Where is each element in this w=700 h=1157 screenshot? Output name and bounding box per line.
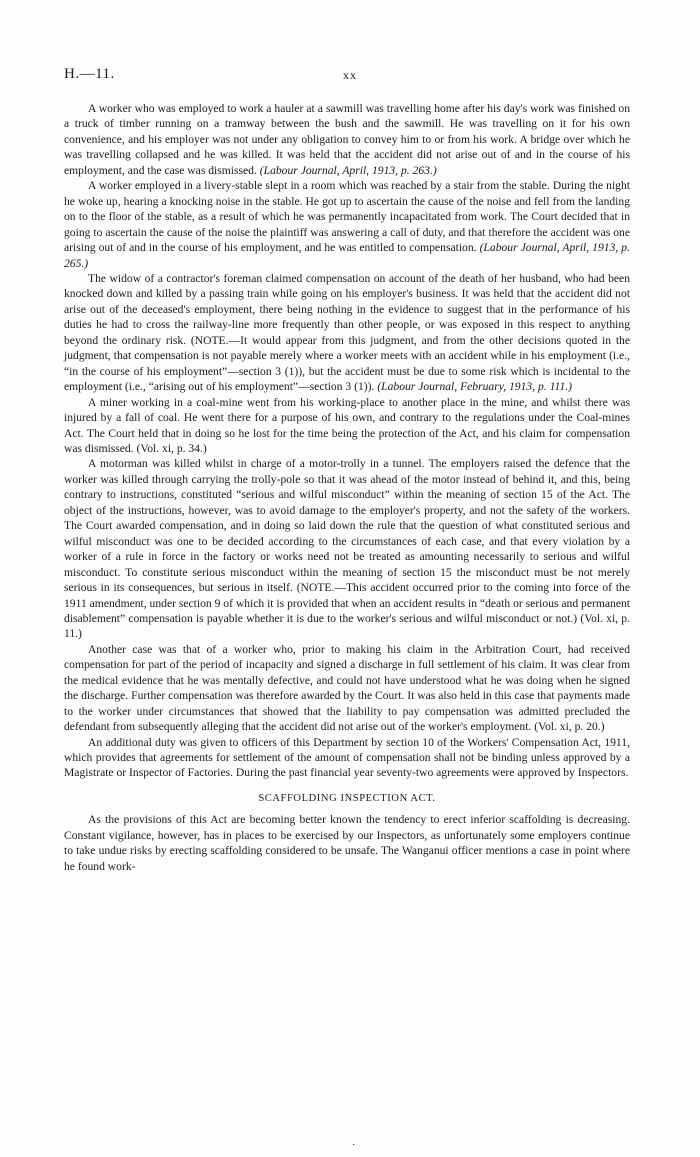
page-reference: H.—11. — [64, 66, 115, 82]
paragraph-coal-miner: A miner working in a coal-mine went from his working-place to another place in the mine, and whilst there was injured by a fall of coal. He went there for a purpose of his own, and contrary to the regulations under the Coal-mines Act. The Court held that in doing so he lost for the time being the protection of the Act, and his claim for compensation was dismissed. (Vol. xi, p. 34.) — [64, 395, 630, 455]
citation: (Labour Journal, April, 1913, p. 265.) — [64, 241, 631, 270]
page-number: xx — [343, 68, 357, 82]
paragraph-livery-stable: A worker employed in a livery-stable slept in a room which was reached by a stair from the stable. During the night he woke up, hearing a knocking noise in the stable. He got up to ascertain the cause of the noise and fell from the landing on to the floor of the stable, as a result of which he was permanently incapacitated from work. The Court decided that in going to ascertain the cause of the noise the plaintiff was answering a call of duty, and that therefore the accident was one arising out of and in the course of his employment, and he was entitled to compensation. (Labour Journal, April, 1913, p. 265.) — [64, 179, 631, 270]
page-mark: · — [352, 1140, 356, 1151]
section-heading: SCAFFOLDING INSPECTION ACT. — [258, 792, 436, 804]
paragraph-scaffolding: As the provisions of this Act are becoming better known the tendency to erect inferior scaffolding is decreasing. Constant vigilance, however, has in places to be exercised by our Inspectors, as unfortunately some employers continue to take undue risks by erecting scaffolding considered to be unsafe. The Wanganui officer mentions a case in point where he found work- — [64, 813, 630, 873]
paragraph-motorman: A motorman was killed whilst in charge of a motor-trolly in a tunnel. The employers raised the defence that the worker was killed through carrying the trolly-pole so that it was ahead of the motor instead of behind it, and this, being contrary to instructions, constituted “serious and wilful misconduct” within the meaning of section 15 of the Act. The object of the instructions, however, was to avoid damage to the employer's property, and not the safety of the workers. The Court awarded compensation, and in doing so laid down the rule that the question of what constituted serious and wilful misconduct was one to be decided according to the circumstances of each case, and that every violation by a worker of a rule in force in the factory or works need not be treated as amounting necessarily to serious and wilful misconduct. To constitute serious misconduct within the meaning of section 15 the misconduct must be not merely serious in its consequences, but serious in itself. (NOTE.—This accident occurred prior to the coming into force of the 1911 amendment, under section 9 of which it is provided that when an accident results in “death or serious and permanent disablement” compensation is payable whether it is due to the worker's serious and wilful misconduct or not.) (Vol. xi, p. 11.) — [64, 457, 630, 641]
citation: (Labour Journal, February, 1913, p. 111.) — [377, 380, 573, 394]
citation: (Vol. xi, p. 34.) — [136, 441, 207, 455]
body-text — [64, 101, 630, 874]
paragraph-discharge-case: Another case was that of a worker who, prior to making his claim in the Arbitration Court, had received compensation for part of the period of incapacity and signed a discharge in full settlement of his claim. It was clear from the medical evidence that he was mentally defective, and could not have understood what he was doing when he signed the discharge. Further compensation was therefore awarded by the Court. It was also held in this case that payments made to the worker under circumstances that showed that the liability to pay compensation was admitted precluded the defendant from subsequently alleging that the accident did not arise out of the worker's employment. (Vol. xi, p. 20.) — [64, 642, 630, 734]
paragraph-additional-duty: An additional duty was given to officers of this Department by section 10 of the Workers' Compensation Act, 1911, which provides that agreements for settlement of the amount of compensation shall not be binding unless approved by a Magistrate or Inspector of Factories. During the past financial year seventy-two agreements were approved by Inspectors. — [64, 735, 630, 780]
citation: (Vol. xi, p. 20.) — [534, 720, 605, 734]
citation: (Labour Journal, April, 1913, p. 263.) — [259, 163, 437, 177]
paragraph-contractor-foreman: The widow of a contractor's foreman claimed compensation on account of the death of her husband, who had been knocked down and killed by a passing train while going on his employer's business. It was held that the accident did not arise out of the deceased's employment, there being nothing in the evidence to suggest that in the performance of his duties he had to cross the railway-line more frequently than other people, or was exposed in this respect to anything beyond the ordinary risk. (NOTE.—It would appear from this judgment, and from the other decisions quoted in the judgment, that compensation is not payable merely where a worker meets with an accident while in his employment (i.e., “in the course of his employment”—section 3 (1)), but the accident must be due to some risk which is incidental to the employment (i.e., “arising out of his employment”—section 3 (1)). (Labour Journal, February, 1913, p. 111.) — [64, 271, 630, 394]
paragraph-sawmill-hauler: A worker who was employed to work a hauler at a sawmill was travelling home after his day's work was finished on a truck of timber running on a tramway between the bush and the sawmill. He was travelling on it for his own convenience, and his employer was not under any obligation to convey him to or from his work. A bridge over which he was travelling collapsed and he was killed. It was held that the accident did not arise out of and in the course of his employment, and the case was dismissed. (Labour Journal, April, 1913, p. 263.) — [64, 102, 630, 177]
citation: (Vol. xi, p. 11.) — [64, 611, 630, 641]
